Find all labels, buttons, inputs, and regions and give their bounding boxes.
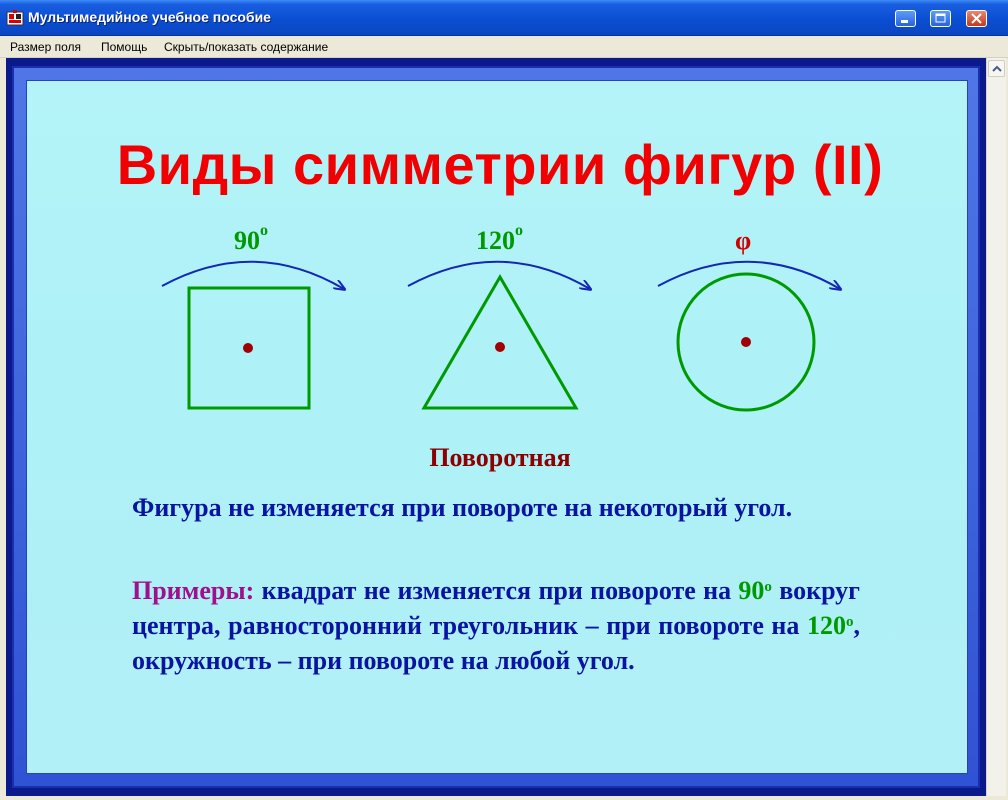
angle-label-120: $120^о$ (476, 222, 523, 255)
circle-center-dot (741, 337, 751, 347)
examples-label: Примеры: (132, 576, 255, 605)
example-angle-120: $120^о$ (807, 611, 854, 640)
symmetry-type-label: Поворотная (429, 443, 571, 472)
definition-text: Фигура не изменяется при повороте на некоторый угол. (132, 493, 793, 522)
rotation-arrow-2 (408, 262, 590, 289)
square-center-dot (243, 343, 253, 353)
angle-label-phi: φ (735, 226, 752, 255)
angle-label-90: $90^о$ (234, 222, 268, 255)
rotation-arrow-1 (162, 262, 344, 289)
menu-field-size[interactable]: Размер поля (10, 40, 81, 54)
menu-help[interactable]: Помощь (101, 40, 148, 54)
slide-title: Виды симметрии фигур (II) (116, 133, 884, 196)
triangle-center-dot (495, 342, 505, 352)
examples-text: Примеры: квадрат не изменяется при повороте на $90^о$ вокруг центра, равносторонний треугольник – при повороте на $120^о$, окружность – при повороте на любой угол. (132, 576, 860, 675)
menu-toggle-contents[interactable]: Скрыть/показать содержание (164, 40, 329, 54)
example-angle-90: $90^о$ (738, 576, 772, 605)
window-title: Мультимедийное учебное пособие (28, 9, 271, 25)
